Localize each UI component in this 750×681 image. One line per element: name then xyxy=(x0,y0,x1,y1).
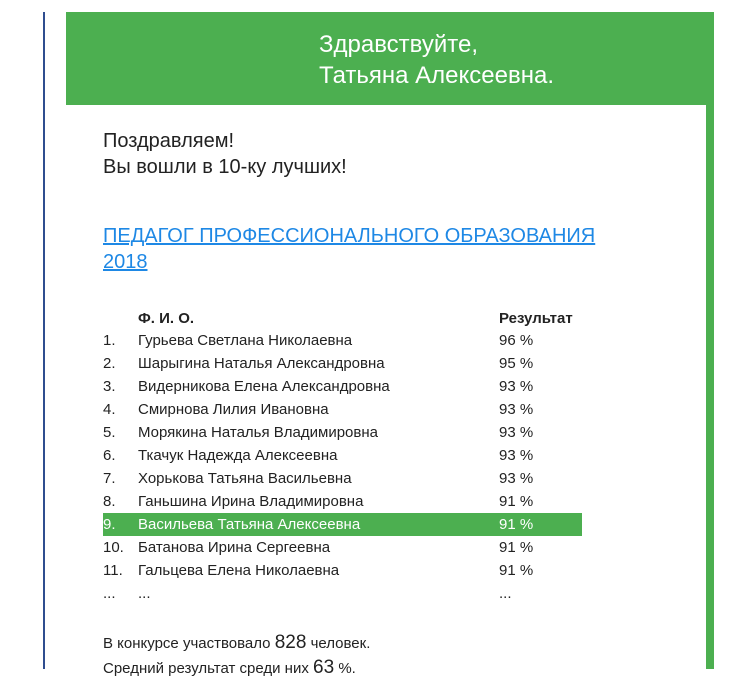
row-number: 9. xyxy=(103,516,116,533)
row-result: 93 % xyxy=(499,424,534,441)
contest-stats xyxy=(103,631,703,681)
row-name: Смирнова Лилия Ивановна xyxy=(138,401,329,418)
row-name: Морякина Наталья Владимировна xyxy=(138,424,378,441)
row-result: 93 % xyxy=(499,470,534,487)
contest-title-line-1: ПЕДАГОГ ПРОФЕССИОНАЛЬНОГО ОБРАЗОВАНИЯ xyxy=(103,225,596,247)
row-name: Гурьева Светлана Николаевна xyxy=(138,332,353,349)
greeting-recipient-name: Татьяна Алексеевна. xyxy=(319,62,555,89)
row-result: 93 % xyxy=(499,401,534,418)
row-number: 1. xyxy=(103,332,116,349)
header-number xyxy=(103,307,138,329)
congratulations-message xyxy=(103,128,703,180)
average-prefix: Средний результат среди них xyxy=(103,660,309,677)
participants-prefix: В конкурсе участвовало xyxy=(103,635,271,652)
row-number: 8. xyxy=(103,493,116,510)
greeting-header xyxy=(66,12,714,105)
table-row xyxy=(103,536,582,559)
table-header-row xyxy=(103,307,582,329)
table-row xyxy=(103,329,582,352)
contest-title-link[interactable] xyxy=(103,223,703,275)
row-result: 91 % xyxy=(499,539,534,556)
participants-line xyxy=(103,631,703,656)
row-result: 93 % xyxy=(499,378,534,395)
row-name: ... xyxy=(138,585,151,602)
row-name: Ткачук Надежда Алексеевна xyxy=(138,447,338,464)
row-number: 2. xyxy=(103,355,116,372)
row-number: 4. xyxy=(103,401,116,418)
row-number: ... xyxy=(103,585,116,602)
table-row xyxy=(103,559,582,582)
table-row xyxy=(103,467,582,490)
congrats-line-2: Вы вошли в 10-ку лучших! xyxy=(103,156,347,178)
participants-suffix: человек. xyxy=(310,635,371,652)
row-name: Хорькова Татьяна Васильевна xyxy=(138,470,352,487)
table-body xyxy=(103,329,582,605)
row-name: Батанова Ирина Сергеевна xyxy=(138,539,331,556)
average-value: 63 xyxy=(313,657,335,678)
row-name: Васильева Татьяна Алексеевна xyxy=(138,516,361,533)
table-row-highlighted xyxy=(103,513,582,536)
row-result: 91 % xyxy=(499,562,534,579)
greeting-line-1: Здравствуйте, xyxy=(319,31,479,58)
row-result: ... xyxy=(499,585,512,602)
header-name: Ф. И. О. xyxy=(138,309,195,327)
table-row xyxy=(103,352,582,375)
row-name: Видерникова Елена Александровна xyxy=(138,378,390,395)
row-number: 5. xyxy=(103,424,116,441)
row-result: 91 % xyxy=(499,516,534,533)
row-result: 93 % xyxy=(499,447,534,464)
table-row xyxy=(103,582,582,605)
results-table xyxy=(103,307,582,605)
header-result: Результат xyxy=(499,309,573,327)
table-row xyxy=(103,398,582,421)
row-number: 11. xyxy=(103,562,123,579)
email-body xyxy=(103,128,703,681)
row-name: Ганьшина Ирина Владимировна xyxy=(138,493,364,510)
average-suffix: %. xyxy=(338,660,356,677)
table-row xyxy=(103,490,582,513)
row-number: 3. xyxy=(103,378,116,395)
card-right-edge xyxy=(706,12,714,669)
row-result: 96 % xyxy=(499,332,534,349)
greeting xyxy=(319,29,554,91)
row-name: Гальцева Елена Николаевна xyxy=(138,562,340,579)
table-row xyxy=(103,375,582,398)
row-number: 10. xyxy=(103,539,124,556)
row-number: 6. xyxy=(103,447,116,464)
table-row xyxy=(103,444,582,467)
congrats-line-1: Поздравляем! xyxy=(103,130,235,152)
left-border xyxy=(43,12,45,669)
table-row xyxy=(103,421,582,444)
row-number: 7. xyxy=(103,470,116,487)
contest-title-line-2: 2018 xyxy=(103,251,148,273)
row-result: 91 % xyxy=(499,493,534,510)
row-result: 95 % xyxy=(499,355,534,372)
participants-count: 828 xyxy=(274,632,307,653)
row-name: Шарыгина Наталья Александровна xyxy=(138,355,385,372)
